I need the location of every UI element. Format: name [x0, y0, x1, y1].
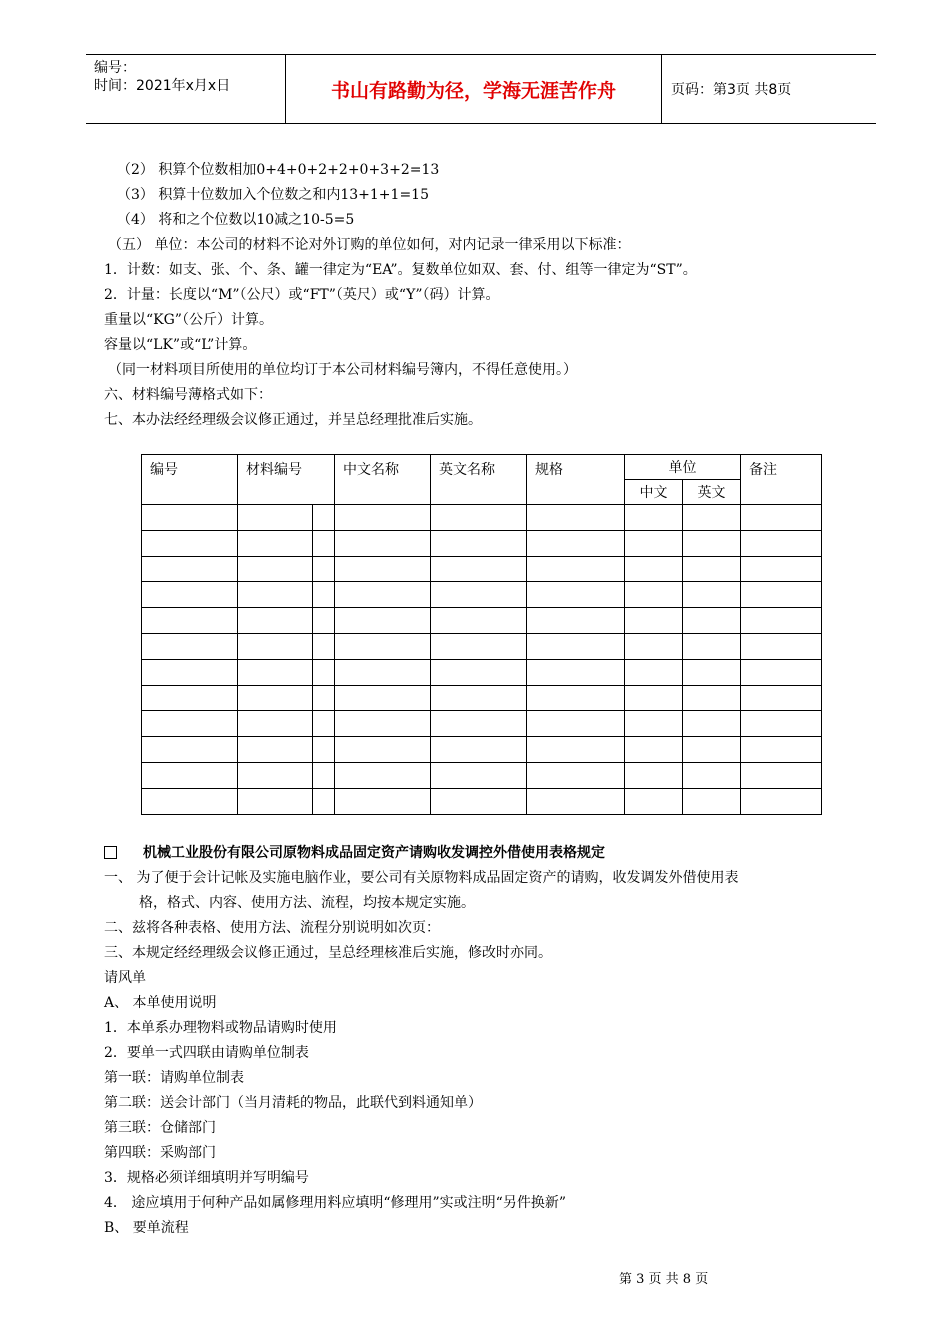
table-cell: [683, 633, 741, 659]
table-cell: [527, 659, 625, 685]
table-cell: [625, 659, 683, 685]
table-cell: [527, 608, 625, 634]
table-row: [142, 608, 822, 634]
table-cell: [527, 582, 625, 608]
text-line: （同一材料项目所使用的单位均订于本公司材料编号簿内，不得任意使用。）: [108, 362, 577, 378]
section-item: 三、本规定经经理级会议修正通过，呈总经理核准后实施，修改时亦同。: [104, 945, 552, 961]
table-cell: [741, 659, 822, 685]
table-cell: [683, 608, 741, 634]
section-line: A、 本单使用说明: [104, 995, 217, 1011]
table-cell: [527, 762, 625, 788]
text-line: 重量以“KG”（公斤）计算。: [104, 312, 273, 328]
table-cell: [335, 530, 431, 556]
section-item: 一、 为了便于会计记帐及实施电脑作业，要公司有关原物料成品固定资产的请购，收发调发外借使用表: [104, 870, 739, 886]
table-row: [142, 633, 822, 659]
text-line: 1．计数：如支、张、个、条、罐一律定为“EA”。复数单位如双、套、付、组等一律定为“ST”。: [104, 262, 697, 278]
section-title-text: 机械工业股份有限公司原物料成品固定资产请购收发调控外借使用表格规定: [143, 845, 605, 861]
table-cell: [741, 505, 822, 531]
table-cell: [741, 788, 822, 814]
table-cell: [313, 505, 335, 531]
text-line: 容量以“LK”或“L”计算。: [104, 337, 257, 353]
page-footer: 第 3 页 共 8 页: [619, 1272, 709, 1287]
table-cell: [683, 505, 741, 531]
table-body: [142, 505, 822, 815]
table-cell: [431, 711, 527, 737]
table-cell: [625, 608, 683, 634]
table-row: [142, 788, 822, 814]
table-cell: [142, 608, 238, 634]
table-row: [142, 659, 822, 685]
table-cell: [238, 762, 313, 788]
material-number-book-table: [141, 454, 822, 815]
table-cell: [238, 711, 313, 737]
table-cell: [335, 685, 431, 711]
table-cell: [683, 659, 741, 685]
table-cell: [625, 711, 683, 737]
table-cell: [625, 685, 683, 711]
text-line: 2．计量：长度以“M”（公尺）或“FT”（英尺）或“Y”（码）计算。: [104, 287, 500, 303]
table-cell: [142, 633, 238, 659]
text-line: 六、材料编号薄格式如下：: [104, 387, 272, 403]
table-cell: [683, 788, 741, 814]
table-cell: [625, 737, 683, 763]
table-cell: [335, 762, 431, 788]
section-line: 第一联：请购单位制表: [104, 1070, 244, 1086]
table-cell: [741, 762, 822, 788]
table-cell: [431, 505, 527, 531]
table-row: [142, 582, 822, 608]
table-cell: [431, 633, 527, 659]
table-cell: [741, 556, 822, 582]
page-number-label: 页码：第3页 共8页: [671, 82, 792, 98]
table-row: [142, 556, 822, 582]
table-cell: [335, 556, 431, 582]
col-header-remark: 备注: [741, 455, 822, 505]
table-cell: [683, 556, 741, 582]
table-cell: [313, 711, 335, 737]
table-cell: [142, 762, 238, 788]
table-cell: [142, 556, 238, 582]
table-cell: [142, 530, 238, 556]
table-cell: [683, 737, 741, 763]
text-line: （3） 积算十位数加入个位数之和内13+1+1=15: [117, 187, 429, 203]
table-cell: [431, 582, 527, 608]
table-cell: [142, 737, 238, 763]
table-cell: [313, 556, 335, 582]
table-cell: [741, 530, 822, 556]
table-cell: [741, 711, 822, 737]
table-cell: [335, 737, 431, 763]
col-header-number: 编号: [142, 455, 238, 505]
table-cell: [238, 608, 313, 634]
table-cell: [431, 530, 527, 556]
table-cell: [625, 582, 683, 608]
table-cell: [142, 685, 238, 711]
header-left: [94, 59, 230, 95]
table-cell: [431, 556, 527, 582]
table-cell: [527, 556, 625, 582]
checkbox-icon: [104, 846, 117, 859]
table-cell: [625, 788, 683, 814]
section-line: 第二联：送会计部门（当月清耗的物品，此联代到料通知单）: [104, 1095, 482, 1111]
table-cell: [238, 530, 313, 556]
table-cell: [238, 556, 313, 582]
table-cell: [741, 737, 822, 763]
table-cell: [431, 737, 527, 763]
table-cell: [142, 788, 238, 814]
table-cell: [313, 659, 335, 685]
col-header-unit-english: 英文: [683, 480, 741, 505]
text-line: （2） 积算个位数相加0+4+0+2+2+0+3+2=13: [117, 162, 440, 178]
table-cell: [625, 556, 683, 582]
table-cell: [335, 788, 431, 814]
table-cell: [313, 530, 335, 556]
table-cell: [741, 608, 822, 634]
table-cell: [683, 530, 741, 556]
table-cell: [238, 582, 313, 608]
text-line: 七、本办法经经理级会议修正通过，并呈总经理批准后实施。: [104, 412, 482, 428]
table-cell: [142, 659, 238, 685]
table-cell: [335, 633, 431, 659]
section-line: 4． 途应填用于何种产品如属修理用料应填明“修理用”实或注明“另件换新”: [104, 1195, 566, 1211]
table-cell: [313, 633, 335, 659]
table-cell: [431, 659, 527, 685]
table-cell: [313, 762, 335, 788]
table-cell: [527, 505, 625, 531]
col-header-spec: 规格: [527, 455, 625, 505]
table-cell: [625, 633, 683, 659]
table-row: [142, 737, 822, 763]
table-cell: [431, 788, 527, 814]
table-cell: [313, 685, 335, 711]
section-title: [104, 842, 605, 862]
table-cell: [335, 608, 431, 634]
table-cell: [335, 711, 431, 737]
text-line: （五） 单位：本公司的材料不论对外订购的单位如何，对内记录一律采用以下标准：: [108, 237, 631, 253]
table-cell: [683, 582, 741, 608]
table-cell: [238, 737, 313, 763]
table-row: [142, 685, 822, 711]
table-cell: [335, 505, 431, 531]
col-header-unit: 单位: [625, 455, 741, 480]
col-header-material-number: 材料编号: [238, 455, 335, 505]
table-cell: [313, 582, 335, 608]
table-cell: [431, 608, 527, 634]
table-cell: [238, 505, 313, 531]
col-header-chinese-name: 中文名称: [335, 455, 431, 505]
table-cell: [527, 685, 625, 711]
section-line: 2．要单一式四联由请购单位制表: [104, 1045, 309, 1061]
table-cell: [313, 737, 335, 763]
table-cell: [527, 633, 625, 659]
page-header: [86, 54, 876, 124]
section-line: 请风单: [104, 970, 146, 986]
table-cell: [142, 505, 238, 531]
table-cell: [431, 685, 527, 711]
table-cell: [238, 633, 313, 659]
table-cell: [335, 582, 431, 608]
table-cell: [142, 582, 238, 608]
table-cell: [625, 505, 683, 531]
section-item: 二、兹将各种表格、使用方法、流程分别说明如次页：: [104, 920, 440, 936]
section-line: 3．规格必须详细填明并写明编号: [104, 1170, 309, 1186]
col-header-english-name: 英文名称: [431, 455, 527, 505]
table-cell: [313, 608, 335, 634]
time-label: 时间：2021年x月x日: [94, 78, 231, 94]
table-cell: [741, 685, 822, 711]
table-cell: [238, 788, 313, 814]
table-cell: [741, 633, 822, 659]
table-cell: [683, 762, 741, 788]
number-label: 编号：: [94, 60, 136, 76]
table-cell: [431, 762, 527, 788]
table-cell: [625, 530, 683, 556]
section-line: B、 要单流程: [104, 1220, 189, 1236]
table-row: [142, 711, 822, 737]
col-header-unit-chinese: 中文: [625, 480, 683, 505]
table-cell: [335, 659, 431, 685]
section-line: 第四联：采购部门: [104, 1145, 216, 1161]
table-row: [142, 505, 822, 531]
table-cell: [683, 685, 741, 711]
section-item: 格，格式、内容、使用方法、流程，均按本规定实施。: [139, 895, 475, 911]
table-row: [142, 762, 822, 788]
section-line: 第三联：仓储部门: [104, 1120, 216, 1136]
table-cell: [527, 737, 625, 763]
table-cell: [741, 582, 822, 608]
table-cell: [625, 762, 683, 788]
table-cell: [238, 685, 313, 711]
section-line: 1．本单系办理物料或物品请购时使用: [104, 1020, 337, 1036]
table-cell: [527, 788, 625, 814]
table-cell: [238, 659, 313, 685]
text-line: （4） 将和之个位数以10减之10-5=5: [117, 212, 355, 228]
header-motto: 书山有路勤为径，学海无涯苦作舟: [285, 55, 662, 123]
table-cell: [527, 530, 625, 556]
table-row: [142, 530, 822, 556]
table-cell: [683, 711, 741, 737]
table-cell: [142, 711, 238, 737]
table-cell: [313, 788, 335, 814]
table-cell: [527, 711, 625, 737]
